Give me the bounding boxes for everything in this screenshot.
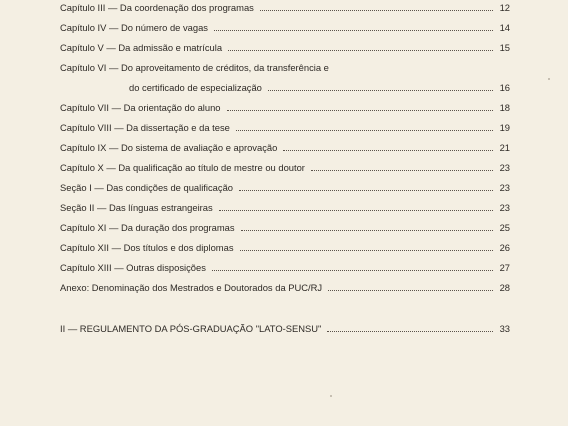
toc-entry-capitulo-xiii: [60, 253, 510, 273]
dot-leader: [240, 241, 493, 251]
toc-entry-label: Capítulo VII — Da orientação do aluno: [60, 102, 221, 113]
toc-page-number: 26: [499, 242, 510, 253]
toc-page-number: 15: [499, 42, 510, 53]
toc-entry-label: Capítulo VIII — Da dissertação e da tese: [60, 122, 230, 133]
dot-leader: [311, 161, 493, 171]
paper-speck: [548, 78, 550, 80]
toc-entry-capitulo-iv: [60, 13, 510, 33]
toc-page-number: 14: [499, 22, 510, 33]
dot-leader: [328, 281, 493, 291]
toc-entry-capitulo-x: [60, 153, 510, 173]
toc-page-number: 19: [499, 122, 510, 133]
section-gap: [60, 293, 510, 314]
dot-leader: [239, 181, 493, 191]
dot-leader: [236, 121, 493, 131]
dot-leader: [327, 322, 493, 332]
toc-page-number: 25: [499, 222, 510, 233]
toc-page-number: 12: [499, 2, 510, 13]
toc-entry-anexo: [60, 273, 510, 293]
dot-leader: [241, 221, 493, 231]
toc-page-number: 16: [499, 82, 510, 93]
toc-entry-capitulo-viii: [60, 113, 510, 133]
toc-entry-label: Capítulo XI — Da duração dos programas: [60, 222, 235, 233]
toc-entry-label: Seção II — Das línguas estrangeiras: [60, 202, 213, 213]
dot-leader: [214, 21, 493, 31]
dot-leader: [212, 261, 493, 271]
paper-speck: [330, 395, 332, 397]
toc-page-number: 18: [499, 102, 510, 113]
toc-entry-label: Seção I — Das condições de qualificação: [60, 182, 234, 193]
dot-leader: [283, 141, 493, 151]
dot-leader: [260, 1, 493, 11]
toc-entry-capitulo-v: [60, 33, 510, 53]
toc-entry-label: Capítulo XII — Dos títulos e dos diplomas: [60, 242, 234, 253]
toc-entry-label: Capítulo VI — Do aproveitamento de créditos, da transferência e: [60, 62, 329, 73]
toc-entry-label: Capítulo V — Da admissão e matrícula: [60, 42, 223, 53]
toc-page-number: 28: [499, 282, 510, 293]
toc-page-number: 23: [499, 182, 510, 193]
toc-page-number: 23: [499, 202, 510, 213]
toc-entry-secao-ii: [60, 193, 510, 213]
toc-page-number: 33: [499, 323, 510, 334]
toc-entry-capitulo-ix: [60, 133, 510, 153]
toc-entry-label: Capítulo IX — Do sistema de avaliação e aprovação: [60, 142, 278, 153]
toc-entry-capitulo-xii: [60, 233, 510, 253]
toc-entry-capitulo-vii: [60, 93, 510, 113]
dot-leader: [219, 201, 493, 211]
toc-entry-label: Capítulo III — Da coordenação dos programas: [60, 2, 254, 13]
dot-leader: [268, 81, 493, 91]
toc-entry-label: Anexo: Denominação dos Mestrados e Doutorados da PUC/RJ: [60, 282, 323, 293]
toc-entry-capitulo-iii: [60, 0, 510, 13]
toc-entry-label: Capítulo X — Da qualificação ao título de mestre ou doutor: [60, 162, 305, 173]
toc-entry-capitulo-xi: [60, 213, 510, 233]
dot-leader: [227, 101, 493, 111]
toc-page-number: 23: [499, 162, 510, 173]
toc-entry-label: Capítulo XIII — Outras disposições: [60, 262, 206, 273]
toc-entry-capitulo-vi: [60, 53, 510, 73]
toc-entry-capitulo-vi-continuation: [60, 73, 510, 93]
toc-entry-continuation-label: do certificado de especialização: [129, 82, 262, 93]
table-of-contents: [60, 0, 510, 334]
dot-leader: [228, 41, 493, 51]
toc-entry-section-ii-lato-sensu: [60, 314, 510, 334]
toc-page-number: 21: [499, 142, 510, 153]
toc-entry-label: Capítulo IV — Do número de vagas: [60, 22, 208, 33]
toc-page-number: 27: [499, 262, 510, 273]
toc-entry-label: II — REGULAMENTO DA PÓS-GRADUAÇÃO "LATO-SENSU": [60, 323, 322, 334]
toc-entry-secao-i: [60, 173, 510, 193]
